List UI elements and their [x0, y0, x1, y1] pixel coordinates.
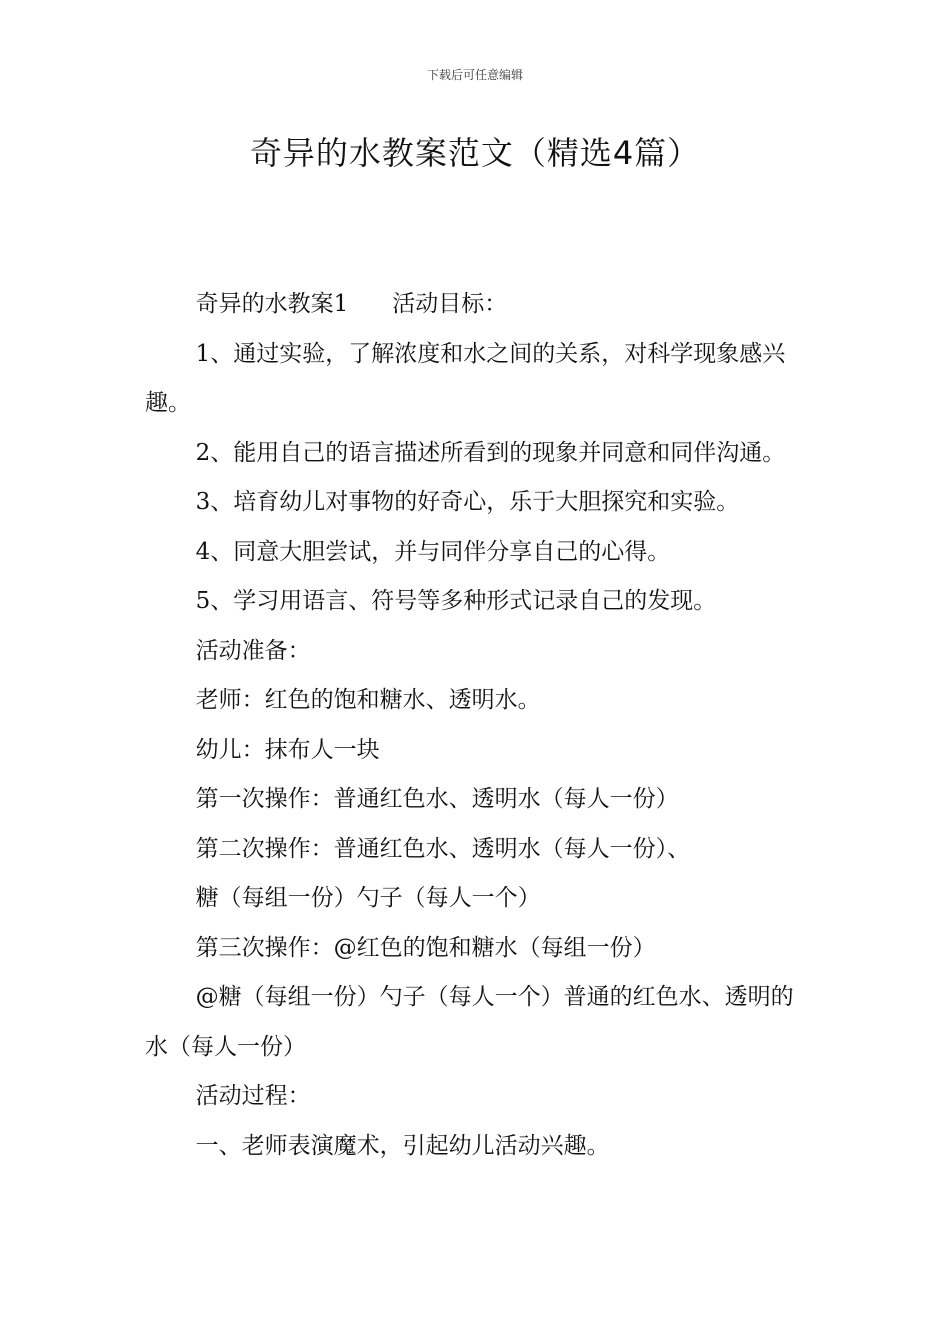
page-header-note: 下载后可任意编辑 — [426, 68, 523, 82]
paragraph: 第一次操作：普通红色水、透明水（每人一份） — [195, 786, 679, 812]
paragraph: 4、同意大胆尝试，并与同伴分享自己的心得。 — [195, 538, 671, 565]
paragraph: 1、通过实验，了解浓度和水之间的关系，对科学现象感兴趣。 — [145, 340, 786, 416]
paragraph: 第三次操作：@红色的饱和糖水（每组一份） — [195, 934, 656, 961]
lesson-heading-section: 活动目标： — [392, 291, 508, 317]
paragraph: 活动准备： — [195, 637, 311, 664]
lesson-heading-title: 奇异的水教案1 — [195, 291, 349, 317]
paragraph: 幼儿：抹布人一块 — [195, 736, 380, 763]
paragraph: 第二次操作：普通红色水、透明水（每人一份）、 — [195, 835, 691, 862]
paragraph: 2、能用自己的语言描述所看到的现象并同意和同伴沟通。 — [195, 439, 786, 466]
document-body — [145, 280, 810, 1171]
paragraph: 3、培育幼儿对事物的好奇心，乐于大胆探究和实验。 — [195, 489, 740, 515]
document-title: 奇异的水教案范文（精选4篇） — [249, 134, 701, 172]
paragraph: 活动过程： — [195, 1083, 311, 1109]
paragraph: 糖（每组一份）勺子（每人一个） — [195, 885, 541, 911]
lesson-heading — [145, 280, 810, 330]
paragraph: 老师：红色的饱和糖水、透明水。 — [195, 687, 541, 713]
paragraph: 5、学习用语言、符号等多种形式记录自己的发现。 — [195, 588, 717, 614]
paragraph: @糖（每组一份）勺子（每人一个）普通的红色水、透明的水（每人一份） — [145, 984, 794, 1060]
paragraph: 一、老师表演魔术，引起幼儿活动兴趣。 — [195, 1132, 610, 1159]
